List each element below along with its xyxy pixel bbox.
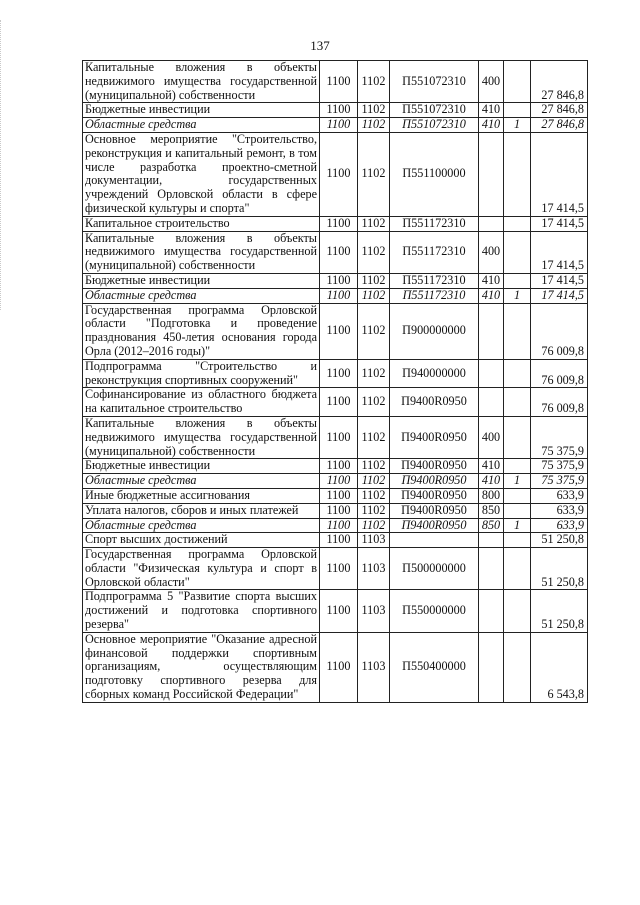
row-funding-source [504, 533, 531, 548]
row-section-code: 1100 [320, 590, 358, 632]
row-amount: 27 846,8 [531, 103, 588, 118]
row-funding-source [504, 132, 531, 216]
row-name: Бюджетные инвестиции [83, 273, 320, 288]
row-expense-type-code: 400 [479, 231, 504, 273]
table-row [83, 118, 588, 133]
row-name: Подпрограмма 5 "Развитие спорта высших достижений и подготовка спортивного резерва" [83, 590, 320, 632]
row-subsection-code: 1102 [358, 216, 390, 231]
row-expense-type-code: 410 [479, 474, 504, 489]
row-target-article-code: П9400R0950 [390, 459, 479, 474]
row-target-article-code: П940000000 [390, 359, 479, 388]
row-funding-source [504, 359, 531, 388]
row-name: Основное мероприятие "Строительство, реконструкция и капитальный ремонт, в том числе разработка проектно-сметной документации, государственных учреждений Орловской области в сфере физической культуры и спорта" [83, 132, 320, 216]
row-expense-type-code: 410 [479, 103, 504, 118]
row-subsection-code: 1103 [358, 548, 390, 590]
table-row [83, 459, 588, 474]
row-subsection-code: 1103 [358, 632, 390, 702]
row-expense-type-code [479, 632, 504, 702]
row-funding-source [504, 61, 531, 103]
table-row [83, 132, 588, 216]
row-expense-type-code: 800 [479, 488, 504, 503]
row-expense-type-code [479, 590, 504, 632]
row-subsection-code: 1102 [358, 132, 390, 216]
row-name: Капитальное строительство [83, 216, 320, 231]
row-target-article-code: П9400R0950 [390, 488, 479, 503]
row-section-code: 1100 [320, 118, 358, 133]
row-section-code: 1100 [320, 488, 358, 503]
row-funding-source [504, 548, 531, 590]
table-row [83, 416, 588, 458]
row-section-code: 1100 [320, 231, 358, 273]
row-name: Бюджетные инвестиции [83, 103, 320, 118]
row-subsection-code: 1102 [358, 118, 390, 133]
row-subsection-code: 1102 [358, 359, 390, 388]
row-target-article-code: П551072310 [390, 118, 479, 133]
row-amount: 633,9 [531, 518, 588, 533]
row-section-code: 1100 [320, 503, 358, 518]
row-target-article-code: П900000000 [390, 303, 479, 359]
row-subsection-code: 1102 [358, 488, 390, 503]
row-expense-type-code: 410 [479, 459, 504, 474]
row-subsection-code: 1102 [358, 273, 390, 288]
row-name: Основное мероприятие "Оказание адресной финансовой поддержки спортивным организациям, осуществляющим подготовку спортивного резерва для сборных команд Российской Федерации" [83, 632, 320, 702]
row-section-code: 1100 [320, 216, 358, 231]
table-row [83, 503, 588, 518]
table-row [83, 388, 588, 417]
row-name: Областные средства [83, 474, 320, 489]
row-subsection-code: 1102 [358, 503, 390, 518]
row-name: Уплата налогов, сборов и иных платежей [83, 503, 320, 518]
row-expense-type-code [479, 388, 504, 417]
row-amount: 17 414,5 [531, 216, 588, 231]
row-amount: 17 414,5 [531, 273, 588, 288]
row-amount: 51 250,8 [531, 548, 588, 590]
row-amount: 633,9 [531, 503, 588, 518]
row-funding-source: 1 [504, 518, 531, 533]
row-amount: 76 009,8 [531, 303, 588, 359]
row-funding-source [504, 103, 531, 118]
row-section-code: 1100 [320, 533, 358, 548]
row-target-article-code: П550400000 [390, 632, 479, 702]
row-target-article-code: П551172310 [390, 231, 479, 273]
row-expense-type-code: 850 [479, 503, 504, 518]
table-row [83, 359, 588, 388]
row-section-code: 1100 [320, 273, 358, 288]
row-funding-source: 1 [504, 474, 531, 489]
row-target-article-code: П9400R0950 [390, 416, 479, 458]
row-subsection-code: 1103 [358, 533, 390, 548]
row-amount: 75 375,9 [531, 474, 588, 489]
row-name: Государственная программа Орловской области "Подготовка и проведение празднования 450-летия основания города Орла (2012–2016 годы)" [83, 303, 320, 359]
row-expense-type-code: 850 [479, 518, 504, 533]
row-amount: 27 846,8 [531, 61, 588, 103]
row-funding-source [504, 303, 531, 359]
table-row [83, 216, 588, 231]
row-target-article-code: П551172310 [390, 273, 479, 288]
row-target-article-code: П500000000 [390, 548, 479, 590]
row-funding-source [504, 388, 531, 417]
row-name: Капитальные вложения в объекты недвижимого имущества государственной (муниципальной) собственности [83, 61, 320, 103]
row-funding-source: 1 [504, 288, 531, 303]
row-expense-type-code: 410 [479, 118, 504, 133]
row-amount: 51 250,8 [531, 590, 588, 632]
row-subsection-code: 1103 [358, 590, 390, 632]
row-amount: 6 543,8 [531, 632, 588, 702]
row-name: Подпрограмма "Строительство и реконструкция спортивных сооружений" [83, 359, 320, 388]
row-section-code: 1100 [320, 359, 358, 388]
table-row [83, 61, 588, 103]
row-subsection-code: 1102 [358, 61, 390, 103]
row-amount: 17 414,5 [531, 132, 588, 216]
row-expense-type-code [479, 303, 504, 359]
row-funding-source [504, 231, 531, 273]
row-section-code: 1100 [320, 416, 358, 458]
row-section-code: 1100 [320, 632, 358, 702]
row-expense-type-code [479, 533, 504, 548]
row-funding-source [504, 216, 531, 231]
row-funding-source [504, 503, 531, 518]
row-target-article-code: П9400R0950 [390, 388, 479, 417]
table-row [83, 548, 588, 590]
table-row [83, 273, 588, 288]
table-row [83, 590, 588, 632]
row-amount: 633,9 [531, 488, 588, 503]
row-name: Капитальные вложения в объекты недвижимого имущества государственной (муниципальной) собственности [83, 416, 320, 458]
row-amount: 17 414,5 [531, 288, 588, 303]
row-section-code: 1100 [320, 459, 358, 474]
page-number: 137 [310, 38, 330, 53]
row-amount: 75 375,9 [531, 416, 588, 458]
row-expense-type-code: 400 [479, 61, 504, 103]
row-expense-type-code: 410 [479, 273, 504, 288]
row-amount: 76 009,8 [531, 388, 588, 417]
row-section-code: 1100 [320, 518, 358, 533]
row-section-code: 1100 [320, 103, 358, 118]
budget-table [82, 60, 588, 703]
table-row [83, 288, 588, 303]
row-expense-type-code [479, 359, 504, 388]
row-section-code: 1100 [320, 548, 358, 590]
row-expense-type-code [479, 132, 504, 216]
row-section-code: 1100 [320, 288, 358, 303]
row-target-article-code: П551072310 [390, 61, 479, 103]
row-name: Областные средства [83, 288, 320, 303]
budget-table-body [83, 61, 588, 703]
row-name: Областные средства [83, 518, 320, 533]
table-row [83, 474, 588, 489]
row-funding-source [504, 459, 531, 474]
row-section-code: 1100 [320, 132, 358, 216]
row-target-article-code: П551100000 [390, 132, 479, 216]
row-subsection-code: 1102 [358, 416, 390, 458]
row-section-code: 1100 [320, 474, 358, 489]
row-name: Софинансирование из областного бюджета на капитальное строительство [83, 388, 320, 417]
row-target-article-code: П9400R0950 [390, 474, 479, 489]
table-row [83, 518, 588, 533]
row-target-article-code: П9400R0950 [390, 503, 479, 518]
row-amount: 17 414,5 [531, 231, 588, 273]
row-target-article-code: П551172310 [390, 216, 479, 231]
row-target-article-code: П551172310 [390, 288, 479, 303]
row-target-article-code: П9400R0950 [390, 518, 479, 533]
row-name: Капитальные вложения в объекты недвижимого имущества государственной (муниципальной) собственности [83, 231, 320, 273]
row-name: Бюджетные инвестиции [83, 459, 320, 474]
row-target-article-code: П550000000 [390, 590, 479, 632]
row-funding-source [504, 273, 531, 288]
row-funding-source [504, 416, 531, 458]
table-row [83, 303, 588, 359]
table-row [83, 632, 588, 702]
row-funding-source: 1 [504, 118, 531, 133]
row-target-article-code: П551072310 [390, 103, 479, 118]
row-funding-source [504, 488, 531, 503]
row-subsection-code: 1102 [358, 103, 390, 118]
row-name: Государственная программа Орловской области "Физическая культура и спорт в Орловской области" [83, 548, 320, 590]
row-target-article-code [390, 533, 479, 548]
row-expense-type-code [479, 216, 504, 231]
row-subsection-code: 1102 [358, 518, 390, 533]
row-subsection-code: 1102 [358, 388, 390, 417]
row-expense-type-code: 410 [479, 288, 504, 303]
row-section-code: 1100 [320, 303, 358, 359]
row-funding-source [504, 632, 531, 702]
row-name: Спорт высших достижений [83, 533, 320, 548]
row-amount: 51 250,8 [531, 533, 588, 548]
row-subsection-code: 1102 [358, 303, 390, 359]
row-funding-source [504, 590, 531, 632]
row-section-code: 1100 [320, 388, 358, 417]
row-amount: 27 846,8 [531, 118, 588, 133]
row-expense-type-code [479, 548, 504, 590]
row-subsection-code: 1102 [358, 288, 390, 303]
row-amount: 76 009,8 [531, 359, 588, 388]
table-row [83, 103, 588, 118]
row-amount: 75 375,9 [531, 459, 588, 474]
row-subsection-code: 1102 [358, 231, 390, 273]
table-row [83, 488, 588, 503]
row-subsection-code: 1102 [358, 474, 390, 489]
table-row [83, 231, 588, 273]
row-name: Иные бюджетные ассигнования [83, 488, 320, 503]
table-row [83, 533, 588, 548]
row-name: Областные средства [83, 118, 320, 133]
row-subsection-code: 1102 [358, 459, 390, 474]
row-section-code: 1100 [320, 61, 358, 103]
row-expense-type-code: 400 [479, 416, 504, 458]
binding-edge-marks [0, 20, 5, 310]
